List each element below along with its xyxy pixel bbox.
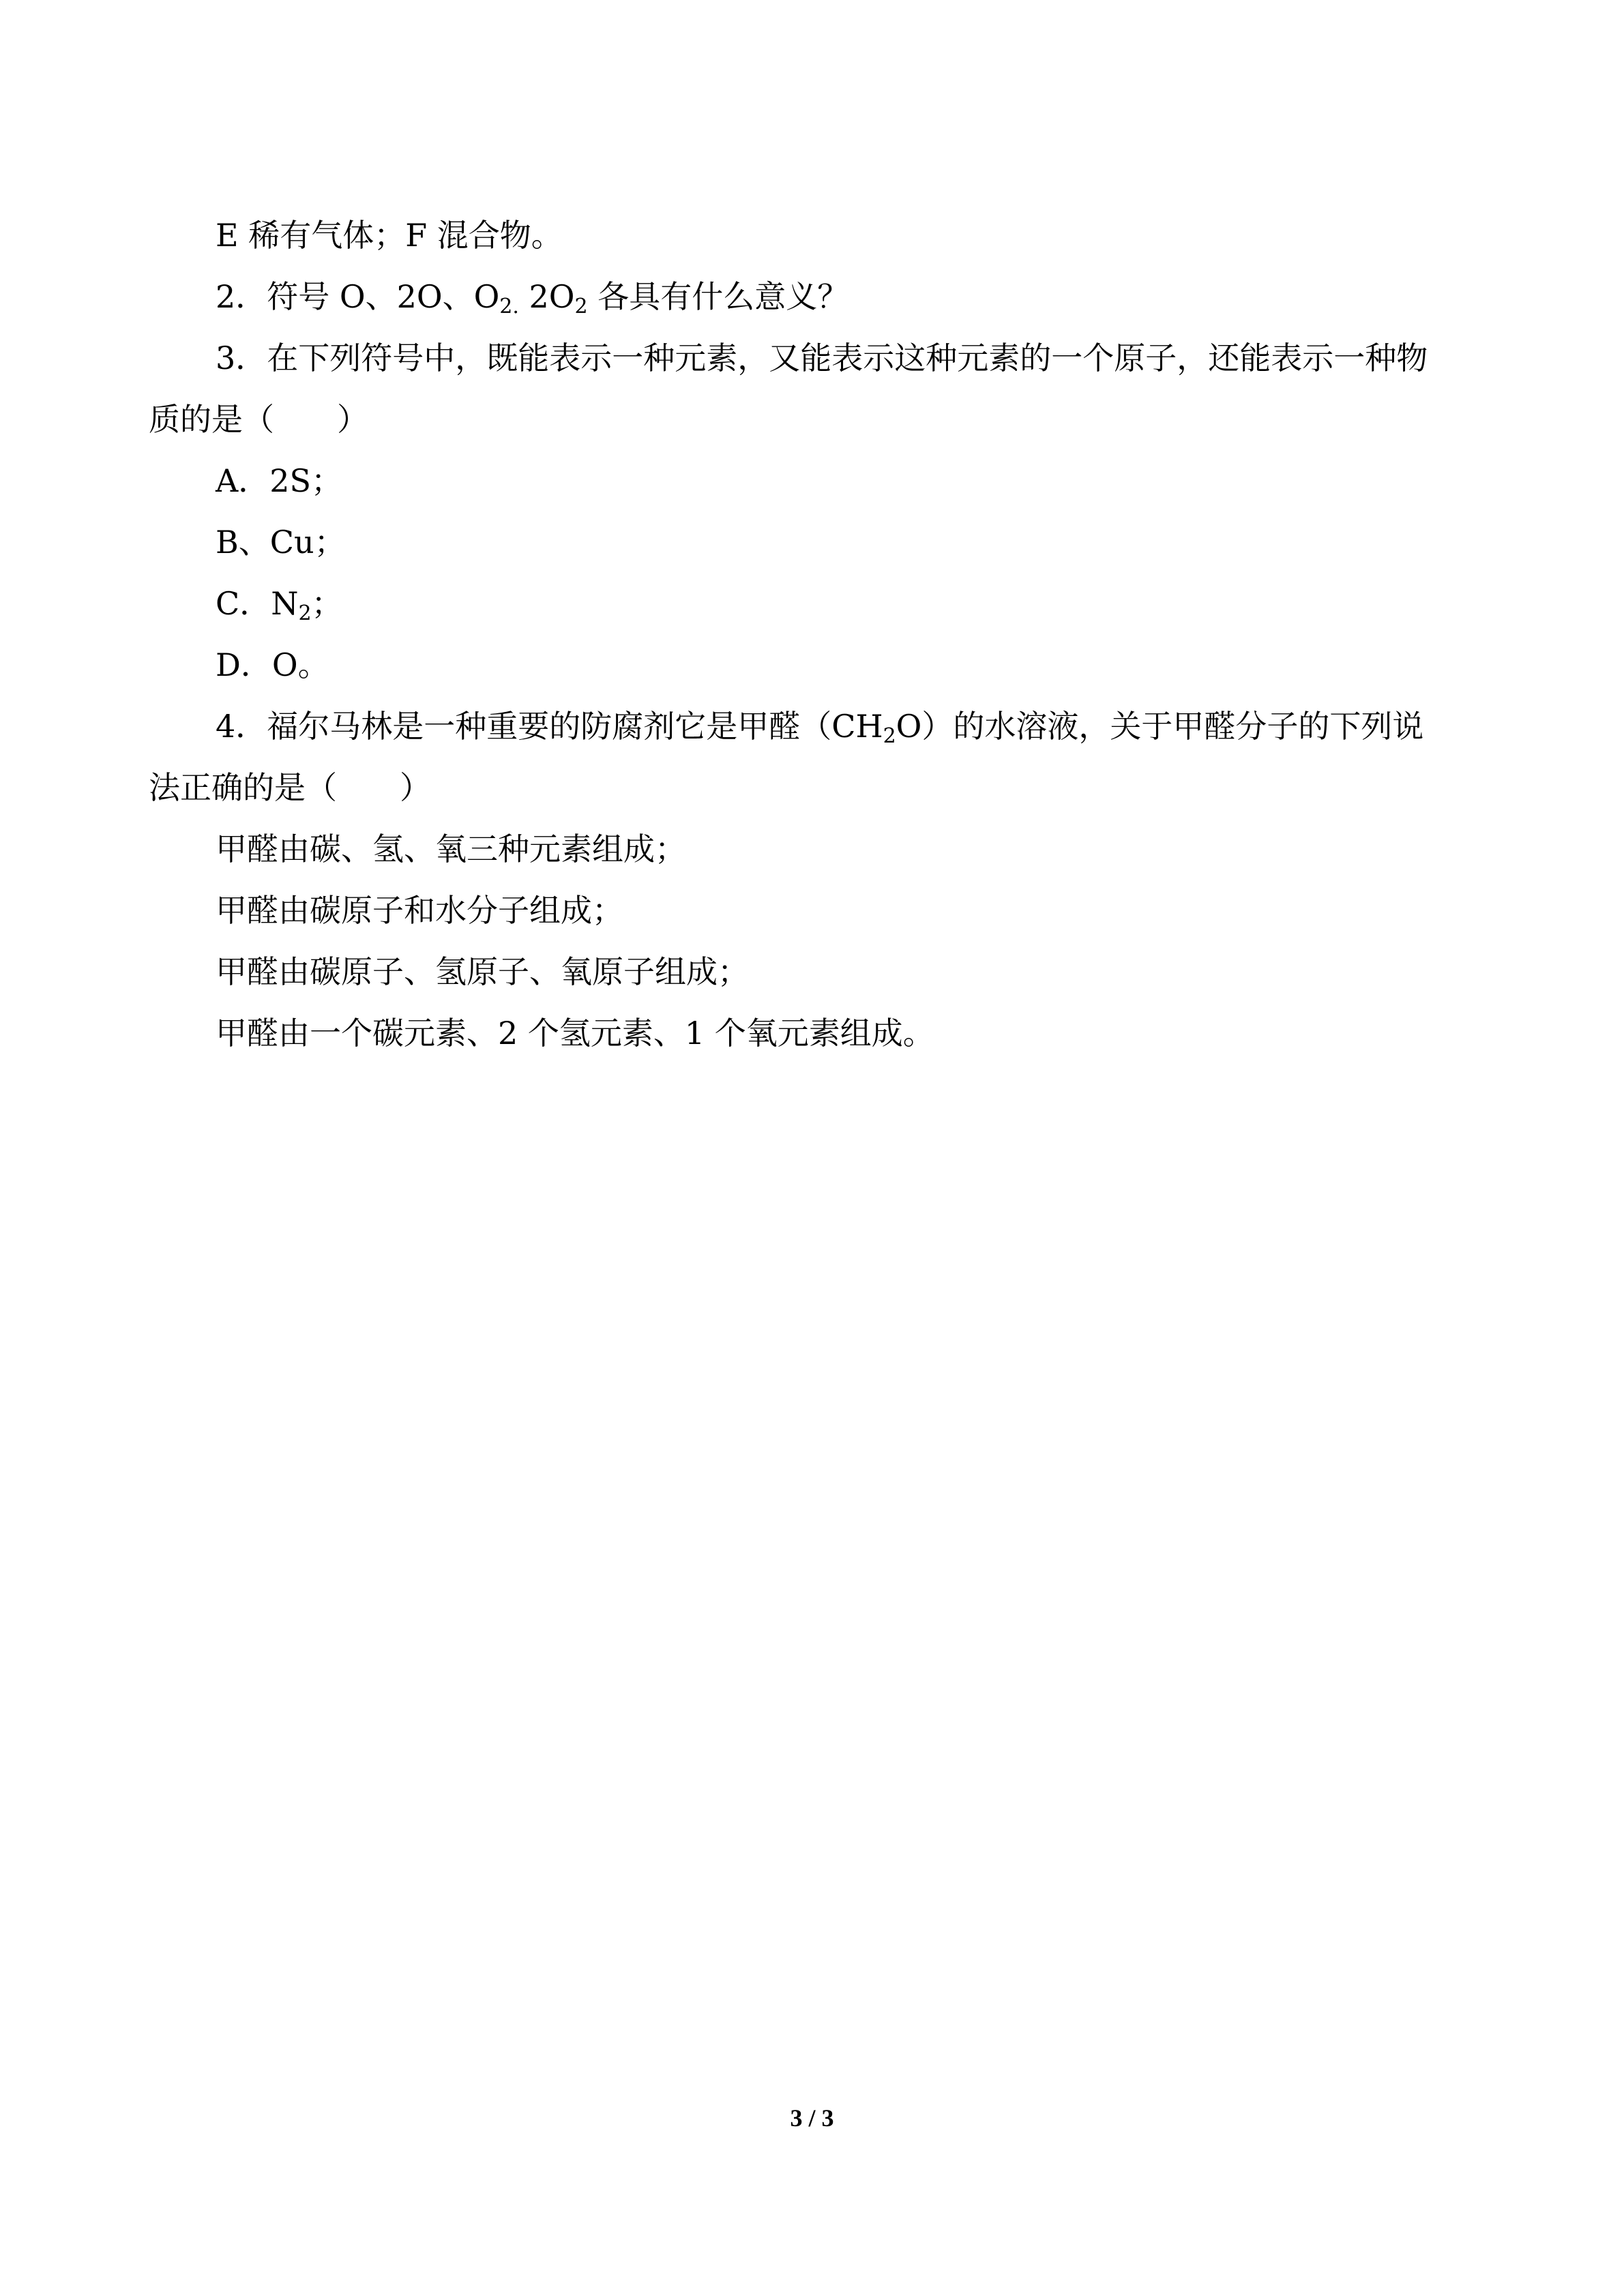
question-2	[149, 266, 1486, 327]
question-2-subscript: 2.	[499, 295, 519, 318]
question-3-option-c	[149, 573, 1486, 634]
question-2-text: 各具有什么意义？	[587, 278, 849, 315]
question-2-text: 2O	[518, 278, 575, 315]
text-line-rare-gas: E 稀有气体；F 混合物。	[216, 217, 563, 254]
question-2-text: 2．符号 O、2O、O	[216, 278, 500, 315]
option-c-text: ；	[311, 585, 343, 622]
question-4-text: 4．福尔马林是一种重要的防腐剂它是甲醛（CH	[216, 708, 883, 745]
question-4-option-4: 甲醛由一个碳元素、2 个氢元素、1 个氧元素组成。	[216, 1015, 934, 1052]
page-number: 3 / 3	[790, 2104, 834, 2132]
question-3-line-1: 3．在下列符号中，既能表示一种元素，又能表示这种元素的一个原子，还能表示一种物	[216, 340, 1428, 376]
question-3-option-b: B、Cu；	[216, 524, 346, 561]
option-c-text: C．N	[216, 585, 299, 622]
question-4-line-2: 法正确的是（ ）	[149, 769, 431, 806]
question-4-line-1	[149, 696, 1486, 757]
question-4-option-3: 甲醛由碳原子、氢原子、氧原子组成；	[216, 953, 749, 990]
question-4-text: O）的水溶液，关于甲醛分子的下列说	[896, 708, 1424, 745]
question-3-option-a: A．2S；	[216, 462, 342, 499]
question-4-option-1: 甲醛由碳、氢、氧三种元素组成；	[216, 831, 686, 867]
option-c-subscript: 2	[298, 601, 312, 625]
question-3-option-d: D．O。	[216, 646, 329, 683]
document-body	[149, 205, 1486, 1064]
question-4-option-2: 甲醛由碳原子和水分子组成；	[216, 892, 623, 929]
question-2-subscript: 2	[574, 295, 588, 318]
question-3-line-2: 质的是（ ）	[149, 401, 368, 438]
question-4-subscript: 2	[883, 724, 896, 748]
